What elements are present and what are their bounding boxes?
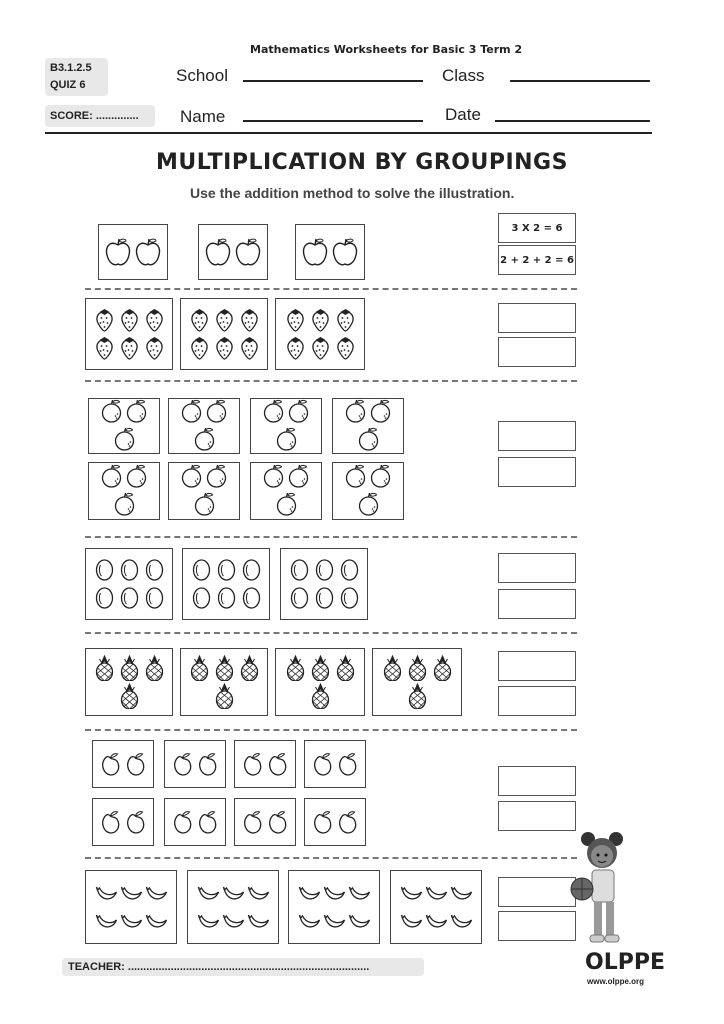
strawberry-icon — [93, 307, 116, 333]
banana-icon — [145, 880, 168, 906]
lemon-icon — [190, 557, 213, 583]
mango-icon — [171, 809, 194, 835]
orange-icon — [262, 464, 285, 490]
lemon-icon — [288, 585, 311, 611]
strawberry-icon — [213, 335, 236, 361]
pineapple-icon — [118, 683, 141, 709]
header-divider — [45, 132, 652, 134]
example-addition: 2 + 2 + 2 = 6 — [498, 245, 576, 275]
answer-box-row4-addition[interactable] — [498, 686, 576, 716]
banana-icon — [120, 880, 143, 906]
strawberry-icon — [309, 307, 332, 333]
mango-group — [234, 740, 296, 788]
strawberry-icon — [284, 335, 307, 361]
pineapple-icon — [309, 655, 332, 681]
row-divider — [85, 857, 577, 859]
answer-box-row1-multiplication[interactable] — [498, 303, 576, 333]
answer-box-row5-addition[interactable] — [498, 801, 576, 831]
orange-group — [332, 398, 404, 454]
banana-icon — [222, 908, 245, 934]
score-field[interactable]: SCORE: .............. — [45, 105, 155, 127]
mango-icon — [99, 751, 122, 777]
banana-icon — [425, 908, 448, 934]
strawberry-group — [85, 298, 173, 370]
mango-icon — [336, 751, 359, 777]
pineapple-icon — [406, 683, 429, 709]
orange-group — [250, 398, 322, 454]
banana-icon — [400, 880, 423, 906]
pineapple-icon — [143, 655, 166, 681]
strawberry-icon — [118, 307, 141, 333]
lemon-icon — [313, 557, 336, 583]
pineapple-group — [180, 648, 268, 716]
school-label: School — [176, 66, 228, 85]
banana-icon — [247, 880, 270, 906]
mango-icon — [124, 809, 147, 835]
worksheet-title: Mathematics Worksheets for Basic 3 Term 2 — [250, 43, 523, 56]
banana-icon — [222, 880, 245, 906]
orange-group — [168, 398, 240, 454]
example-group-2 — [198, 224, 268, 280]
quiz-code — [45, 58, 108, 96]
example-multiplication: 3 X 2 = 6 — [498, 213, 576, 243]
pineapple-icon — [118, 655, 141, 681]
orange-icon — [205, 399, 228, 425]
teacher-field[interactable]: TEACHER: ............................................................................... — [62, 958, 424, 976]
orange-group — [88, 398, 160, 454]
strawberry-icon — [118, 335, 141, 361]
orange-group — [250, 462, 322, 520]
lemon-icon — [240, 585, 263, 611]
mango-icon — [196, 809, 219, 835]
mango-icon — [241, 751, 264, 777]
page-title: MULTIPLICATION BY GROUPINGS — [156, 150, 568, 175]
mango-group — [304, 740, 366, 788]
banana-icon — [197, 908, 220, 934]
pineapple-icon — [93, 655, 116, 681]
orange-icon — [100, 464, 123, 490]
answer-box-row1-addition[interactable] — [498, 337, 576, 367]
answer-box-row5-multiplication[interactable] — [498, 766, 576, 796]
row-divider — [85, 380, 577, 382]
lemon-icon — [190, 585, 213, 611]
pineapple-icon — [309, 683, 332, 709]
strawberry-group — [180, 298, 268, 370]
mango-icon — [99, 809, 122, 835]
strawberry-group — [275, 298, 365, 370]
answer-box-row3-addition[interactable] — [498, 589, 576, 619]
row-divider — [85, 729, 577, 731]
orange-icon — [125, 464, 148, 490]
answer-box-row2-multiplication[interactable] — [498, 421, 576, 451]
mango-group — [164, 798, 226, 846]
strawberry-icon — [188, 335, 211, 361]
class-field[interactable] — [510, 80, 650, 82]
pineapple-icon — [431, 655, 454, 681]
mango-icon — [266, 751, 289, 777]
orange-icon — [180, 399, 203, 425]
banana-group — [390, 870, 482, 944]
lemon-icon — [288, 557, 311, 583]
orange-icon — [262, 399, 285, 425]
orange-icon — [180, 464, 203, 490]
orange-icon — [113, 492, 136, 518]
banana-icon — [450, 908, 473, 934]
banana-icon — [95, 880, 118, 906]
lemon-icon — [215, 585, 238, 611]
banana-icon — [298, 908, 321, 934]
strawberry-icon — [334, 307, 357, 333]
pineapple-group — [85, 648, 173, 716]
lemon-icon — [143, 585, 166, 611]
apple-icon — [301, 237, 329, 267]
pineapple-icon — [284, 655, 307, 681]
answer-box-row2-addition[interactable] — [498, 457, 576, 487]
mango-group — [164, 740, 226, 788]
strawberry-icon — [93, 335, 116, 361]
code-line-1: B3.1.2.5 — [50, 62, 92, 74]
row-divider — [85, 536, 577, 538]
mango-icon — [124, 751, 147, 777]
orange-icon — [287, 464, 310, 490]
mango-group — [234, 798, 296, 846]
orange-icon — [193, 427, 216, 453]
banana-group — [85, 870, 177, 944]
banana-icon — [400, 908, 423, 934]
apple-icon — [134, 237, 162, 267]
pineapple-icon — [334, 655, 357, 681]
orange-icon — [113, 427, 136, 453]
strawberry-icon — [334, 335, 357, 361]
orange-icon — [369, 464, 392, 490]
lemon-icon — [118, 585, 141, 611]
orange-icon — [357, 492, 380, 518]
orange-icon — [275, 427, 298, 453]
school-field[interactable] — [243, 80, 423, 82]
lemon-icon — [313, 585, 336, 611]
mango-group — [92, 798, 154, 846]
banana-icon — [145, 908, 168, 934]
pineapple-icon — [406, 655, 429, 681]
class-label: Class — [442, 66, 485, 85]
apple-icon — [234, 237, 262, 267]
banana-icon — [298, 880, 321, 906]
mango-group — [92, 740, 154, 788]
example-group-1 — [98, 224, 168, 280]
strawberry-icon — [284, 307, 307, 333]
lemon-icon — [215, 557, 238, 583]
banana-icon — [120, 908, 143, 934]
lemon-icon — [93, 557, 116, 583]
strawberry-icon — [238, 307, 261, 333]
pineapple-icon — [381, 655, 404, 681]
orange-group — [168, 462, 240, 520]
lemon-group — [85, 548, 173, 620]
strawberry-icon — [143, 335, 166, 361]
banana-icon — [323, 908, 346, 934]
name-field[interactable] — [243, 120, 423, 122]
mango-icon — [336, 809, 359, 835]
pineapple-group — [275, 648, 365, 716]
row-divider — [85, 632, 577, 634]
instruction-text: Use the addition method to solve the illustration. — [190, 185, 515, 201]
lemon-icon — [93, 585, 116, 611]
orange-icon — [193, 492, 216, 518]
example-group-3 — [295, 224, 365, 280]
apple-icon — [104, 237, 132, 267]
lemon-group — [182, 548, 270, 620]
pineapple-icon — [238, 655, 261, 681]
banana-group — [187, 870, 279, 944]
banana-icon — [348, 908, 371, 934]
answer-box-row6-addition[interactable] — [498, 911, 576, 941]
lemon-icon — [143, 557, 166, 583]
mango-group — [304, 798, 366, 846]
orange-icon — [369, 399, 392, 425]
lemon-icon — [118, 557, 141, 583]
banana-group — [288, 870, 380, 944]
mango-icon — [196, 751, 219, 777]
mango-icon — [311, 751, 334, 777]
banana-icon — [247, 908, 270, 934]
orange-icon — [275, 492, 298, 518]
pineapple-icon — [213, 655, 236, 681]
banana-icon — [425, 880, 448, 906]
banana-icon — [348, 880, 371, 906]
answer-box-row3-multiplication[interactable] — [498, 553, 576, 583]
banana-icon — [450, 880, 473, 906]
orange-group — [332, 462, 404, 520]
orange-icon — [357, 427, 380, 453]
strawberry-icon — [238, 335, 261, 361]
girl-basketball-illustration — [566, 825, 646, 950]
apple-icon — [204, 237, 232, 267]
strawberry-icon — [143, 307, 166, 333]
orange-icon — [125, 399, 148, 425]
lemon-icon — [240, 557, 263, 583]
name-label: Name — [180, 107, 226, 126]
mango-icon — [311, 809, 334, 835]
strawberry-icon — [188, 307, 211, 333]
banana-icon — [95, 908, 118, 934]
code-line-2: QUIZ 6 — [50, 79, 86, 91]
orange-icon — [205, 464, 228, 490]
mango-icon — [241, 809, 264, 835]
orange-icon — [344, 464, 367, 490]
mango-icon — [266, 809, 289, 835]
lemon-group — [280, 548, 368, 620]
mango-icon — [171, 751, 194, 777]
answer-box-row6-multiplication[interactable] — [498, 877, 576, 907]
pineapple-icon — [188, 655, 211, 681]
pineapple-group — [372, 648, 462, 716]
date-field[interactable] — [495, 120, 650, 122]
lemon-icon — [338, 557, 361, 583]
orange-icon — [344, 399, 367, 425]
strawberry-icon — [213, 307, 236, 333]
olppe-logo: OLPPE — [585, 950, 665, 975]
row-divider — [85, 288, 577, 290]
banana-icon — [197, 880, 220, 906]
date-label: Date — [445, 105, 481, 124]
answer-box-row4-multiplication[interactable] — [498, 651, 576, 681]
apple-icon — [331, 237, 359, 267]
strawberry-icon — [309, 335, 332, 361]
orange-group — [88, 462, 160, 520]
lemon-icon — [338, 585, 361, 611]
pineapple-icon — [213, 683, 236, 709]
orange-icon — [287, 399, 310, 425]
banana-icon — [323, 880, 346, 906]
orange-icon — [100, 399, 123, 425]
website-text: www.olppe.org — [587, 977, 645, 986]
